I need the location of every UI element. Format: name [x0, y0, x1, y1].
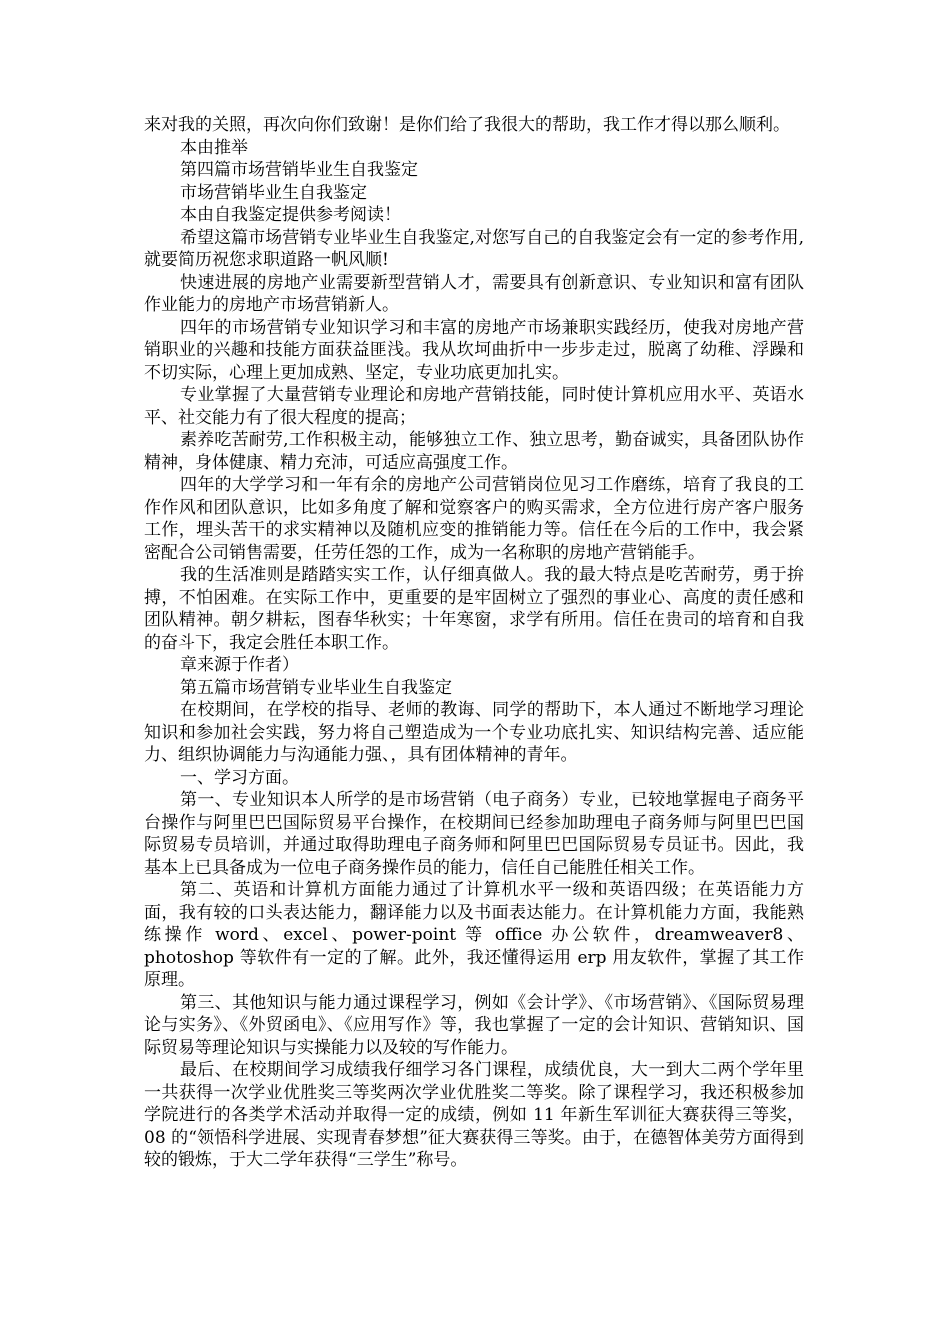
list-heading: 一、学习方面。: [180, 767, 299, 788]
section-subheading: 市场营销毕业生自我鉴定: [180, 182, 367, 203]
section-heading: 第四篇市场营销毕业生自我鉴定: [180, 160, 418, 180]
paragraph: 本由自我鉴定提供参考阅读！: [180, 205, 401, 225]
paragraph: 章来源于作者）: [180, 655, 299, 675]
paragraph: 四年的市场营销专业知识学习和丰富的房地产市场兼职实践经历，使我对房地产营销职业的兴趣和技能方面获益匪浅。我从坎坷曲折中一步步走过，脱离了幼稚、浮躁和不切实际，心理上更加成熟、坚定，专业功底更加扎实。: [144, 317, 804, 383]
paragraph: 第三、其他知识与能力通过课程学习，例如《会计学》、《市场营销》、《国际贸易理论与实务》、《外贸函电》、《应用写作》等，我也掌握了一定的会计知识、营销知识、国际贸易等理论知识与实操能力以及较的写作能力。: [144, 992, 804, 1058]
paragraph: 专业掌握了大量营销专业理论和房地产营销技能，同时使计算机应用水平、英语水平、社交能力有了很大程度的提高；: [144, 385, 804, 428]
section-heading: 第五篇市场营销专业毕业生自我鉴定: [180, 677, 452, 698]
paragraph: 素养吃苦耐劳,工作积极主动，能够独立工作、独立思考，勤奋诚实，具备团队协作精神，身体健康、精力充沛，可适应高强度工作。: [144, 430, 804, 473]
paragraph: 在校期间，在学校的指导、老师的教诲、同学的帮助下，本人通过不断地学习理论知识和参加社会实践，努力将自己塑造成为一个专业功底扎实、知识结构完善、适应能力、组织协调能力与沟通能力强、，具有团体精神的青年。: [144, 700, 804, 765]
paragraph: 快速进展的房地产业需要新型营销人才，需要具有创新意识、专业知识和富有团队作业能力的房地产市场营销新人。: [144, 272, 804, 315]
paragraph: 来对我的关照，再次向你们致谢！是你们给了我很大的帮助，我工作才得以那么顺利。: [144, 115, 790, 135]
paragraph: 第二、英语和计算机方面能力通过了计算机水平一级和英语四级；在英语能力方面，我有较的口头表达能力，翻译能力以及书面表达能力。在计算机能力方面，我能熟练操作 word、excel、power-point 等 office 办公软件，dreamweaver8、photoshop 等软件有一定的了解。此外，我还懂得运用 erp 用友软件，掌握了其工作原理。: [144, 880, 804, 990]
paragraph: 我的生活准则是踏踏实实工作，认仔细真做人。我的最大特点是吃苦耐劳，勇于拚搏，不怕困难。在实际工作中，更重要的是牢固树立了强烈的事业心、高度的责任感和团队精神。朝夕耕耘，图春华秋实；十年寒窗，求学有所用。信任在贵司的培育和自我的奋斗下，我定会胜任本职工作。: [144, 565, 804, 653]
paragraph: 最后、在校期间学习成绩我仔细学习各门课程，成绩优良，大一到大二两个学年里一共获得一次学业优胜奖三等奖两次学业优胜奖二等奖。除了课程学习，我还积极参加学院进行的各类学术活动并取得一定的成绩，例如 11 年新生军训征大赛获得三等奖，08 的“领悟科学进展、实现青春梦想”征大赛获得三等奖。由于，在德智体美劳方面得到较的锻炼，于大二学年获得“三学生”称号。: [144, 1060, 804, 1170]
paragraph: 希望这篇市场营销专业毕业生自我鉴定,对您写自己的自我鉴定会有一定的参考作用,就要简历祝您求职道路一帆风顺!: [144, 227, 804, 270]
paragraph: 第一、专业知识本人所学的是市场营销（电子商务）专业，已较地掌握电子商务平台操作与阿里巴巴国际贸易平台操作，在校期间已经参加助理电子商务师与阿里巴巴国际贸易专员培训，并通过取得助理电子商务师和阿里巴巴国际贸易专员证书。因此，我基本上已具备成为一位电子商务操作员的能力，信任自己能胜任相关工作。: [144, 790, 804, 878]
document-body: [144, 114, 804, 1172]
paragraph: 四年的大学学习和一年有余的房地产公司营销岗位见习工作磨练，培育了我良的工作作风和团队意识，比如多角度了解和觉察客户的购买需求，全方位进行房产客户服务工作，埋头苦干的求实精神以及随机应变的推销能力等。信任在今后的工作中，我会紧密配合公司销售需要，任劳任怨的工作，成为一名称职的房地产营销能手。: [144, 475, 804, 563]
paragraph: 本由推举: [180, 137, 248, 158]
